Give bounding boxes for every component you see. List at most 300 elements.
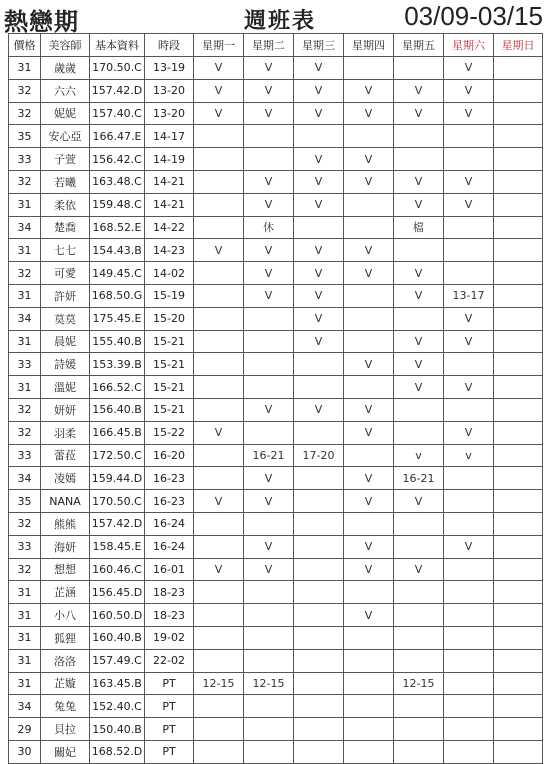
- table-row: [9, 626, 543, 649]
- shift-cell-thu: V: [344, 421, 394, 444]
- stylist-name-cell: 若曦: [41, 170, 90, 193]
- shift-cell-thu: V: [344, 535, 394, 558]
- shift-cell-sat: [444, 125, 494, 148]
- shift-cell-thu: V: [344, 170, 394, 193]
- time-slot-cell: 14-21: [145, 193, 194, 216]
- stylist-name-cell: 晨妮: [41, 330, 90, 353]
- shift-cell-mon: [194, 193, 244, 216]
- info-cell: 166.45.B: [90, 421, 145, 444]
- shift-cell-sun: [494, 672, 543, 695]
- shift-cell-fri: [394, 740, 444, 763]
- price-cell: 31: [9, 239, 41, 262]
- shift-cell-tue: [244, 718, 294, 741]
- time-slot-cell: PT: [145, 672, 194, 695]
- shift-cell-tue: [244, 330, 294, 353]
- stylist-name-cell: 六六: [41, 79, 90, 102]
- shift-cell-tue: V: [244, 558, 294, 581]
- shift-cell-wed: [294, 718, 344, 741]
- shift-cell-wed: 17-20: [294, 444, 344, 467]
- shift-cell-mon: [194, 649, 244, 672]
- shift-cell-thu: V: [344, 148, 394, 171]
- time-slot-cell: 15-22: [145, 421, 194, 444]
- shift-cell-tue: [244, 376, 294, 399]
- info-cell: 175.45.E: [90, 307, 145, 330]
- shift-cell-sun: [494, 421, 543, 444]
- shift-cell-mon: V: [194, 79, 244, 102]
- shift-cell-sun: [494, 740, 543, 763]
- shift-cell-fri: 檔: [394, 216, 444, 239]
- shift-cell-wed: [294, 535, 344, 558]
- shift-cell-thu: [344, 284, 394, 307]
- shift-cell-mon: [194, 718, 244, 741]
- table-row: [9, 262, 543, 285]
- stylist-name-cell: 芷涵: [41, 581, 90, 604]
- shift-cell-sat: V: [444, 376, 494, 399]
- shift-cell-thu: [344, 672, 394, 695]
- table-row: [9, 512, 543, 535]
- shift-cell-sun: [494, 490, 543, 513]
- table-row: [9, 376, 543, 399]
- header-tue: 星期二: [244, 34, 294, 57]
- header-price: 價格: [9, 34, 41, 57]
- shift-cell-tue: V: [244, 102, 294, 125]
- table-row: [9, 740, 543, 763]
- shift-cell-fri: [394, 626, 444, 649]
- shift-cell-tue: V: [244, 262, 294, 285]
- info-cell: 157.42.D: [90, 512, 145, 535]
- shift-cell-fri: [394, 148, 444, 171]
- shift-cell-tue: V: [244, 57, 294, 80]
- shift-cell-tue: [244, 353, 294, 376]
- shift-cell-thu: V: [344, 102, 394, 125]
- price-cell: 31: [9, 193, 41, 216]
- time-slot-cell: 13-19: [145, 57, 194, 80]
- shift-cell-sat: [444, 512, 494, 535]
- shift-cell-mon: [194, 467, 244, 490]
- price-cell: 31: [9, 626, 41, 649]
- price-cell: 32: [9, 512, 41, 535]
- table-row: [9, 79, 543, 102]
- price-cell: 32: [9, 102, 41, 125]
- shift-cell-tue: V: [244, 467, 294, 490]
- shift-cell-fri: V: [394, 262, 444, 285]
- shift-cell-mon: V: [194, 558, 244, 581]
- price-cell: 32: [9, 170, 41, 193]
- shift-cell-tue: 16-21: [244, 444, 294, 467]
- shift-cell-tue: V: [244, 79, 294, 102]
- shift-cell-sat: V: [444, 330, 494, 353]
- shift-cell-mon: [194, 216, 244, 239]
- shift-cell-sat: [444, 467, 494, 490]
- shift-cell-fri: [394, 307, 444, 330]
- header-stylist: 美容師: [41, 34, 90, 57]
- price-cell: 32: [9, 558, 41, 581]
- shift-cell-mon: [194, 170, 244, 193]
- shift-cell-sun: [494, 512, 543, 535]
- shift-cell-thu: V: [344, 239, 394, 262]
- shift-cell-wed: V: [294, 262, 344, 285]
- info-cell: 152.40.C: [90, 695, 145, 718]
- shift-cell-tue: 休: [244, 216, 294, 239]
- header-fri: 星期五: [394, 34, 444, 57]
- time-slot-cell: PT: [145, 740, 194, 763]
- price-cell: 31: [9, 672, 41, 695]
- shift-cell-sat: [444, 239, 494, 262]
- time-slot-cell: 18-23: [145, 604, 194, 627]
- shift-cell-thu: V: [344, 398, 394, 421]
- price-cell: 35: [9, 490, 41, 513]
- time-slot-cell: 16-23: [145, 467, 194, 490]
- shift-cell-fri: [394, 581, 444, 604]
- time-slot-cell: 15-21: [145, 376, 194, 399]
- shift-cell-wed: [294, 421, 344, 444]
- info-cell: 163.45.B: [90, 672, 145, 695]
- shift-cell-mon: [194, 535, 244, 558]
- stylist-name-cell: 蕾菈: [41, 444, 90, 467]
- table-row: [9, 148, 543, 171]
- shift-cell-tue: V: [244, 535, 294, 558]
- shift-cell-tue: [244, 512, 294, 535]
- shift-cell-mon: [194, 307, 244, 330]
- shift-cell-thu: [344, 307, 394, 330]
- info-cell: 166.47.E: [90, 125, 145, 148]
- stylist-name-cell: 芷嫙: [41, 672, 90, 695]
- time-slot-cell: 14-21: [145, 170, 194, 193]
- table-row: [9, 307, 543, 330]
- time-slot-cell: 14-23: [145, 239, 194, 262]
- shift-cell-tue: V: [244, 398, 294, 421]
- shift-cell-sat: [444, 718, 494, 741]
- shift-cell-sun: [494, 444, 543, 467]
- shift-cell-fri: [394, 421, 444, 444]
- price-cell: 31: [9, 604, 41, 627]
- shift-cell-thu: [344, 444, 394, 467]
- shift-cell-fri: V: [394, 193, 444, 216]
- shift-cell-mon: [194, 284, 244, 307]
- shift-cell-tue: V: [244, 239, 294, 262]
- price-cell: 32: [9, 262, 41, 285]
- shift-cell-fri: [394, 57, 444, 80]
- stylist-name-cell: 七七: [41, 239, 90, 262]
- shift-cell-tue: [244, 604, 294, 627]
- table-row: [9, 284, 543, 307]
- shift-cell-sat: V: [444, 170, 494, 193]
- shift-cell-mon: [194, 330, 244, 353]
- table-row: [9, 170, 543, 193]
- shift-cell-tue: [244, 740, 294, 763]
- shift-cell-fri: [394, 604, 444, 627]
- stylist-name-cell: 柔依: [41, 193, 90, 216]
- table-row: [9, 467, 543, 490]
- price-cell: 32: [9, 398, 41, 421]
- price-cell: 31: [9, 330, 41, 353]
- shift-cell-tue: [244, 626, 294, 649]
- shift-cell-mon: [194, 148, 244, 171]
- shift-cell-mon: [194, 581, 244, 604]
- info-cell: 170.50.C: [90, 490, 145, 513]
- price-cell: 31: [9, 581, 41, 604]
- shift-cell-thu: [344, 512, 394, 535]
- shift-cell-wed: V: [294, 284, 344, 307]
- header-sat: 星期六: [444, 34, 494, 57]
- shift-cell-fri: [394, 535, 444, 558]
- shift-cell-tue: [244, 581, 294, 604]
- shift-cell-sat: [444, 604, 494, 627]
- shift-cell-sun: [494, 57, 543, 80]
- shift-cell-wed: [294, 740, 344, 763]
- shift-cell-fri: [394, 718, 444, 741]
- shift-cell-sat: V: [444, 535, 494, 558]
- shift-cell-sun: [494, 398, 543, 421]
- shift-cell-wed: [294, 353, 344, 376]
- time-slot-cell: PT: [145, 718, 194, 741]
- info-cell: 168.52.D: [90, 740, 145, 763]
- shift-cell-fri: V: [394, 490, 444, 513]
- shift-cell-fri: 16-21: [394, 467, 444, 490]
- table-row: [9, 649, 543, 672]
- info-cell: 168.52.E: [90, 216, 145, 239]
- shift-cell-mon: 12-15: [194, 672, 244, 695]
- shift-cell-fri: [394, 512, 444, 535]
- shift-cell-sat: [444, 353, 494, 376]
- price-cell: 35: [9, 125, 41, 148]
- shift-cell-sun: [494, 558, 543, 581]
- shift-cell-wed: [294, 376, 344, 399]
- shift-cell-wed: V: [294, 102, 344, 125]
- price-cell: 33: [9, 148, 41, 171]
- time-slot-cell: 19-02: [145, 626, 194, 649]
- header-thu: 星期四: [344, 34, 394, 57]
- stylist-name-cell: 熊熊: [41, 512, 90, 535]
- shift-cell-wed: [294, 581, 344, 604]
- stylist-name-cell: 詩媛: [41, 353, 90, 376]
- shift-cell-sun: [494, 79, 543, 102]
- shift-cell-sat: 13-17: [444, 284, 494, 307]
- shift-cell-wed: V: [294, 170, 344, 193]
- shift-cell-fri: V: [394, 353, 444, 376]
- time-slot-cell: 16-20: [145, 444, 194, 467]
- shift-cell-sat: V: [444, 79, 494, 102]
- shift-cell-sat: v: [444, 444, 494, 467]
- table-row: [9, 604, 543, 627]
- time-slot-cell: 16-01: [145, 558, 194, 581]
- shift-cell-mon: V: [194, 57, 244, 80]
- shift-cell-wed: [294, 216, 344, 239]
- shift-cell-thu: [344, 193, 394, 216]
- shift-cell-sat: [444, 398, 494, 421]
- shift-cell-sun: [494, 467, 543, 490]
- shift-cell-sun: [494, 376, 543, 399]
- info-cell: 156.45.D: [90, 581, 145, 604]
- shift-cell-sat: [444, 490, 494, 513]
- shift-cell-wed: V: [294, 330, 344, 353]
- time-slot-cell: 15-21: [145, 353, 194, 376]
- shift-cell-tue: V: [244, 284, 294, 307]
- shift-cell-mon: [194, 376, 244, 399]
- shift-cell-sat: [444, 148, 494, 171]
- info-cell: 157.42.D: [90, 79, 145, 102]
- info-cell: 170.50.C: [90, 57, 145, 80]
- shift-cell-wed: [294, 125, 344, 148]
- shift-cell-wed: [294, 672, 344, 695]
- shift-cell-fri: V: [394, 170, 444, 193]
- table-row: [9, 581, 543, 604]
- shift-cell-sun: [494, 626, 543, 649]
- schedule-table: [8, 33, 543, 764]
- header-mon: 星期一: [194, 34, 244, 57]
- shift-cell-thu: V: [344, 467, 394, 490]
- shift-cell-sat: V: [444, 307, 494, 330]
- shift-cell-fri: [394, 239, 444, 262]
- shift-cell-thu: V: [344, 79, 394, 102]
- shift-cell-sat: [444, 558, 494, 581]
- header-row: [9, 34, 543, 57]
- shift-cell-sun: [494, 649, 543, 672]
- shift-cell-wed: [294, 558, 344, 581]
- shift-cell-sun: [494, 170, 543, 193]
- stylist-name-cell: 可愛: [41, 262, 90, 285]
- stylist-name-cell: 溫妮: [41, 376, 90, 399]
- price-cell: 34: [9, 695, 41, 718]
- shift-cell-tue: [244, 421, 294, 444]
- price-cell: 34: [9, 467, 41, 490]
- price-cell: 31: [9, 649, 41, 672]
- shift-cell-wed: [294, 467, 344, 490]
- info-cell: 160.50.D: [90, 604, 145, 627]
- shift-cell-thu: [344, 216, 394, 239]
- shift-cell-fri: V: [394, 330, 444, 353]
- price-cell: 31: [9, 284, 41, 307]
- shift-cell-thu: V: [344, 353, 394, 376]
- shift-cell-sun: [494, 307, 543, 330]
- shift-cell-sun: [494, 102, 543, 125]
- shift-cell-mon: [194, 740, 244, 763]
- shift-cell-wed: [294, 604, 344, 627]
- header-time: 時段: [145, 34, 194, 57]
- time-slot-cell: 16-24: [145, 535, 194, 558]
- shift-cell-fri: v: [394, 444, 444, 467]
- table-row: [9, 558, 543, 581]
- price-cell: 34: [9, 307, 41, 330]
- info-cell: 160.40.B: [90, 626, 145, 649]
- shift-cell-sun: [494, 284, 543, 307]
- info-cell: 159.48.C: [90, 193, 145, 216]
- shift-cell-tue: [244, 125, 294, 148]
- table-row: [9, 490, 543, 513]
- price-cell: 29: [9, 718, 41, 741]
- info-cell: 166.52.C: [90, 376, 145, 399]
- shift-cell-fri: V: [394, 284, 444, 307]
- title-bar: [0, 0, 553, 36]
- shift-cell-tue: V: [244, 193, 294, 216]
- stylist-name-cell: 許妍: [41, 284, 90, 307]
- shift-cell-mon: [194, 626, 244, 649]
- info-cell: 157.40.C: [90, 102, 145, 125]
- time-slot-cell: 15-21: [145, 330, 194, 353]
- shift-cell-tue: [244, 649, 294, 672]
- shift-cell-sat: V: [444, 193, 494, 216]
- info-cell: 149.45.C: [90, 262, 145, 285]
- table-row: [9, 239, 543, 262]
- shift-cell-thu: [344, 330, 394, 353]
- shift-cell-mon: [194, 262, 244, 285]
- table-row: [9, 57, 543, 80]
- stylist-name-cell: 羽柔: [41, 421, 90, 444]
- table-row: [9, 444, 543, 467]
- shift-cell-sun: [494, 125, 543, 148]
- stylist-name-cell: 關妃: [41, 740, 90, 763]
- table-row: [9, 672, 543, 695]
- time-slot-cell: 22-02: [145, 649, 194, 672]
- shift-cell-thu: [344, 57, 394, 80]
- shift-cell-thu: V: [344, 604, 394, 627]
- shift-cell-mon: V: [194, 239, 244, 262]
- table-row: [9, 216, 543, 239]
- time-slot-cell: 16-23: [145, 490, 194, 513]
- stylist-name-cell: 安心亞: [41, 125, 90, 148]
- shift-cell-wed: V: [294, 307, 344, 330]
- info-cell: 150.40.B: [90, 718, 145, 741]
- info-cell: 163.48.C: [90, 170, 145, 193]
- shift-cell-mon: [194, 444, 244, 467]
- shift-cell-fri: V: [394, 558, 444, 581]
- schedule-title: 週班表: [244, 8, 317, 34]
- shift-cell-thu: [344, 740, 394, 763]
- header-sun: 星期日: [494, 34, 543, 57]
- info-cell: 156.42.C: [90, 148, 145, 171]
- stylist-name-cell: 想想: [41, 558, 90, 581]
- store-name: 熱戀期: [4, 7, 79, 36]
- price-cell: 32: [9, 79, 41, 102]
- shift-cell-mon: [194, 398, 244, 421]
- table-row: [9, 102, 543, 125]
- price-cell: 33: [9, 535, 41, 558]
- shift-cell-sat: [444, 581, 494, 604]
- info-cell: 158.45.E: [90, 535, 145, 558]
- price-cell: 31: [9, 57, 41, 80]
- time-slot-cell: 13-20: [145, 79, 194, 102]
- shift-cell-sun: [494, 239, 543, 262]
- shift-cell-mon: [194, 353, 244, 376]
- shift-cell-fri: [394, 125, 444, 148]
- shift-cell-thu: [344, 649, 394, 672]
- shift-cell-sat: V: [444, 421, 494, 444]
- shift-cell-sun: [494, 535, 543, 558]
- table-row: [9, 421, 543, 444]
- info-cell: 157.49.C: [90, 649, 145, 672]
- stylist-name-cell: 凌嫣: [41, 467, 90, 490]
- shift-cell-sun: [494, 216, 543, 239]
- shift-cell-thu: V: [344, 262, 394, 285]
- shift-cell-tue: V: [244, 170, 294, 193]
- shift-cell-mon: [194, 604, 244, 627]
- table-row: [9, 125, 543, 148]
- schedule-body: [9, 57, 543, 764]
- shift-cell-wed: [294, 626, 344, 649]
- table-row: [9, 353, 543, 376]
- stylist-name-cell: 歲歲: [41, 57, 90, 80]
- shift-cell-wed: V: [294, 239, 344, 262]
- price-cell: 32: [9, 421, 41, 444]
- shift-cell-mon: [194, 125, 244, 148]
- shift-cell-wed: [294, 490, 344, 513]
- shift-cell-sun: [494, 148, 543, 171]
- price-cell: 31: [9, 376, 41, 399]
- shift-cell-sun: [494, 353, 543, 376]
- time-slot-cell: 14-22: [145, 216, 194, 239]
- time-slot-cell: 13-20: [145, 102, 194, 125]
- stylist-name-cell: NANA: [41, 490, 90, 513]
